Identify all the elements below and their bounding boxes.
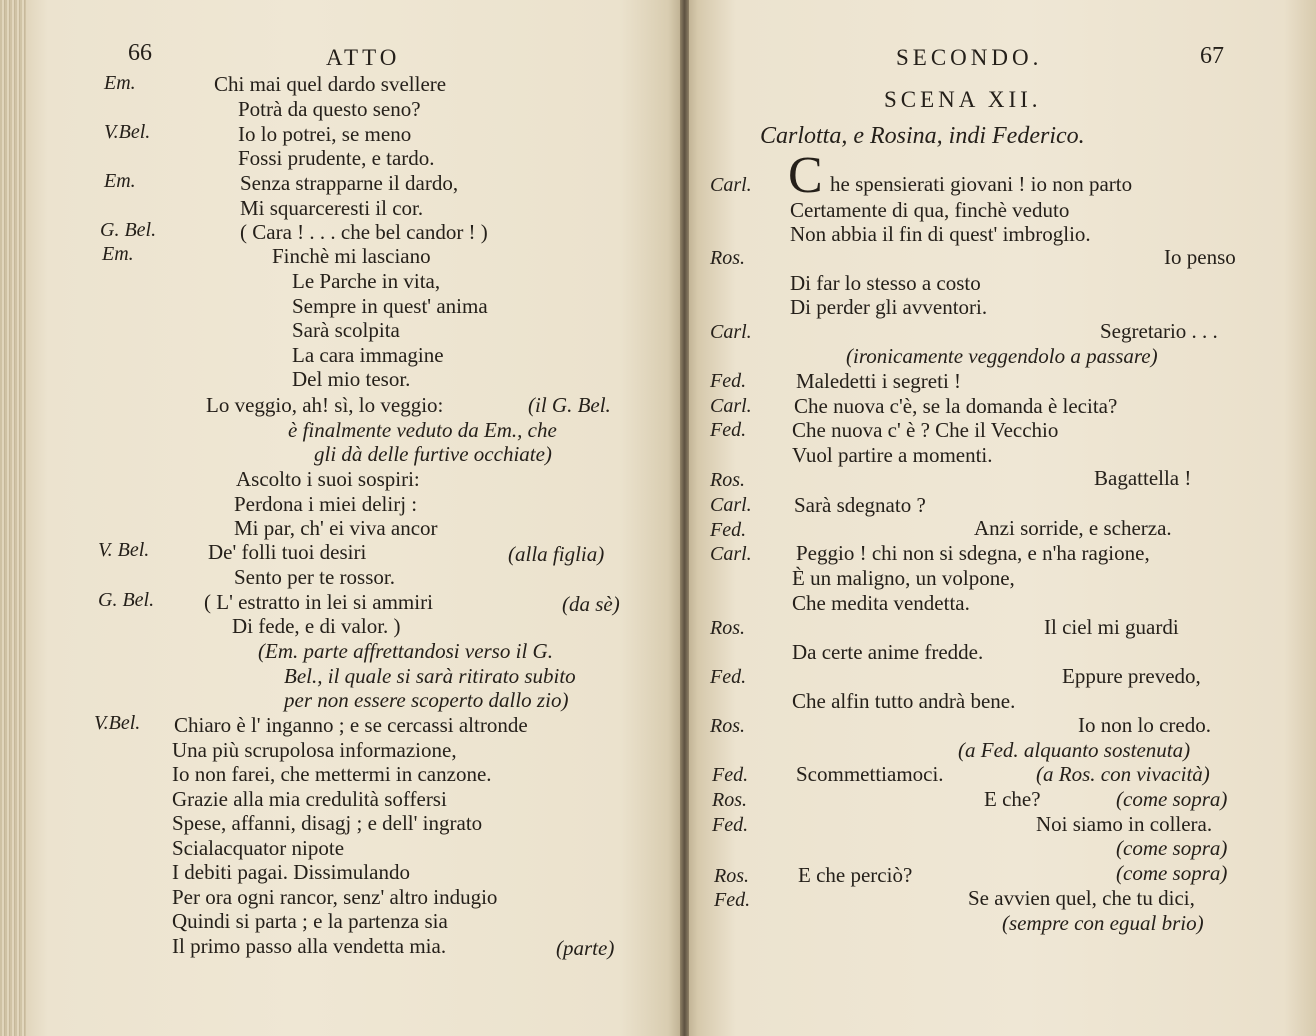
verse-line: Per ora ogni rancor, senz' altro indugio xyxy=(172,885,498,909)
verse-line: Io non lo credo. xyxy=(1078,713,1211,737)
speaker-em: Em. xyxy=(104,72,136,94)
right-page-number: 67 xyxy=(1200,43,1224,69)
verse-line: Lo veggio, ah! sì, lo veggio: xyxy=(206,393,444,417)
verse-line: Anzi sorride, e scherza. xyxy=(974,516,1172,540)
verse-line: Che nuova c'è, se la domanda è lecita? xyxy=(794,394,1118,418)
speaker-carl: Carl. xyxy=(710,174,752,196)
verse-line: Non abbia il fin di quest' imbroglio. xyxy=(790,222,1091,246)
speaker-fed: Fed. xyxy=(712,814,749,836)
verse-line: Perdona i miei delirj : xyxy=(234,492,418,516)
speaker-em: Em. xyxy=(104,170,136,192)
verse-line: Che medita vendetta. xyxy=(792,591,970,615)
verse-line: Quindi si parta ; e la partenza sia xyxy=(172,909,448,933)
verse-line: Di far lo stesso a costo xyxy=(790,271,981,295)
speaker-fed: Fed. xyxy=(710,370,747,392)
verse-line: ( Cara ! . . . che bel candor ! ) xyxy=(240,220,488,244)
verse-line: Peggio ! chi non si sdegna, e n'ha ragione, xyxy=(796,541,1150,565)
speaker-v-bel: V.Bel. xyxy=(104,121,151,143)
drop-cap: C xyxy=(788,147,823,204)
verse-line: Io lo potrei, se meno xyxy=(238,122,412,146)
speaker-ros: Ros. xyxy=(710,617,745,639)
speaker-g-bel: G. Bel. xyxy=(98,589,155,611)
stage-direction: (parte) xyxy=(556,936,615,960)
stage-direction: gli dà delle furtive occhiate) xyxy=(314,442,552,466)
stage-direction: è finalmente veduto da Em., che xyxy=(288,418,557,442)
stage-direction: (come sopra) xyxy=(1116,861,1228,885)
speaker-carl: Carl. xyxy=(710,494,752,516)
verse-line: E che? xyxy=(984,787,1041,811)
speaker-fed: Fed. xyxy=(714,889,751,911)
verse-line: Che nuova c' è ? Che il Vecchio xyxy=(792,418,1059,442)
speaker-carl: Carl. xyxy=(710,543,752,565)
verse-line: Senza strapparne il dardo, xyxy=(240,171,459,195)
speaker-ros: Ros. xyxy=(712,789,747,811)
book-gutter xyxy=(680,0,689,1036)
verse-line: Spese, affanni, disagj ; e dell' ingrato xyxy=(172,811,483,835)
verse-line: Le Parche in vita, xyxy=(292,269,441,293)
speaker-g-bel: G. Bel. xyxy=(100,219,157,241)
speaker-ros: Ros. xyxy=(710,715,745,737)
verse-line: Del mio tesor. xyxy=(292,367,411,391)
verse-line: Noi siamo in collera. xyxy=(1036,812,1213,836)
verse-line: Grazie alla mia credulità soffersi xyxy=(172,787,447,811)
left-running-head: ATTO xyxy=(326,45,401,70)
verse-line: Certamente di qua, finchè veduto xyxy=(790,198,1070,222)
verse-line: Da certe anime fredde. xyxy=(792,640,984,664)
speaker-v-bel: V. Bel. xyxy=(98,539,150,561)
verse-line: Mi par, ch' ei viva ancor xyxy=(234,516,438,540)
stage-direction: (Em. parte affrettandosi verso il G. xyxy=(258,639,553,663)
verse-line: Il ciel mi guardi xyxy=(1044,615,1179,639)
stage-direction: (ironicamente veggendolo a passare) xyxy=(846,344,1158,368)
verse-line: Io penso xyxy=(1164,245,1236,269)
scene-title: SCENA XII. xyxy=(884,87,1042,112)
verse-line: Una più scrupolosa informazione, xyxy=(172,738,457,762)
speaker-fed: Fed. xyxy=(710,666,747,688)
right-running-head: SECONDO. xyxy=(896,45,1043,70)
stage-direction: (a Ros. con vivacità) xyxy=(1036,762,1210,786)
verse-line: Bagattella ! xyxy=(1094,466,1192,490)
stage-direction: (alla figlia) xyxy=(508,542,605,566)
stage-direction: (sempre con egual brio) xyxy=(1002,911,1204,935)
speaker-fed: Fed. xyxy=(710,519,747,541)
stage-direction: (come sopra) xyxy=(1116,836,1228,860)
verse-line: È un maligno, un volpone, xyxy=(792,566,1015,590)
verse-line: Di perder gli avventori. xyxy=(790,295,988,319)
verse-line: Finchè mi lasciano xyxy=(272,244,431,268)
verse-line: Se avvien quel, che tu dici, xyxy=(968,886,1195,910)
verse-line: Sarà sdegnato ? xyxy=(794,493,926,517)
verse-line: Sempre in quest' anima xyxy=(292,294,488,318)
verse-line: Sarà scolpita xyxy=(292,318,400,342)
speaker-carl: Carl. xyxy=(710,395,752,417)
speaker-ros: Ros. xyxy=(714,865,749,887)
verse-line: Chi mai quel dardo svellere xyxy=(214,72,447,96)
verse-line: Scialacquator nipote xyxy=(172,836,345,860)
stage-direction: (il G. Bel. xyxy=(528,393,611,417)
stage-direction: per non essere scoperto dallo zio) xyxy=(284,688,569,712)
speaker-ros: Ros. xyxy=(710,247,745,269)
verse-line: ( L' estratto in lei si ammiri xyxy=(204,590,433,614)
speaker-carl: Carl. xyxy=(710,321,752,343)
speaker-v-bel: V.Bel. xyxy=(94,712,141,734)
verse-line: Mi squarceresti il cor. xyxy=(240,196,424,220)
verse-line: Eppure prevedo, xyxy=(1062,664,1201,688)
verse-line: Maledetti i segreti ! xyxy=(796,369,962,393)
verse-line: Di fede, e di valor. ) xyxy=(232,614,401,638)
verse-line: Ascolto i suoi sospiri: xyxy=(236,467,420,491)
verse-line: Sento per te rossor. xyxy=(234,565,395,589)
stage-direction: Bel., il quale si sarà ritirato subito xyxy=(284,664,576,688)
verse-line: La cara immagine xyxy=(292,343,444,367)
verse-line: Il primo passo alla vendetta mia. xyxy=(172,934,447,958)
verse-line: Io non farei, che mettermi in canzone. xyxy=(172,762,492,786)
speaker-fed: Fed. xyxy=(710,419,747,441)
speaker-ros: Ros. xyxy=(710,469,745,491)
stage-direction: (a Fed. alquanto sostenuta) xyxy=(958,738,1191,762)
verse-line: Segretario . . . xyxy=(1100,319,1218,343)
stage-direction: (da sè) xyxy=(562,592,620,616)
verse-line: De' folli tuoi desiri xyxy=(208,540,367,564)
verse-line: I debiti pagai. Dissimulando xyxy=(172,860,410,884)
stage-direction: (come sopra) xyxy=(1116,787,1228,811)
verse-line: Chiaro è l' inganno ; e se cercassi altronde xyxy=(174,713,528,737)
verse-line: Fossi prudente, e tardo. xyxy=(238,146,435,170)
page-edges xyxy=(0,0,26,1036)
speaker-em: Em. xyxy=(102,243,134,265)
verse-line: Scommettiamoci. xyxy=(796,762,944,786)
verse-line: Che alfin tutto andrà bene. xyxy=(792,689,1016,713)
verse-line: E che perciò? xyxy=(798,863,913,887)
scene-cast: Carlotta, e Rosina, indi Federico. xyxy=(760,123,1085,149)
left-page-number: 66 xyxy=(128,40,152,66)
verse-line: Potrà da questo seno? xyxy=(238,97,421,121)
verse-line: he spensierati giovani ! io non parto xyxy=(830,172,1133,196)
verse-line: Vuol partire a momenti. xyxy=(792,443,993,467)
speaker-fed: Fed. xyxy=(712,764,749,786)
